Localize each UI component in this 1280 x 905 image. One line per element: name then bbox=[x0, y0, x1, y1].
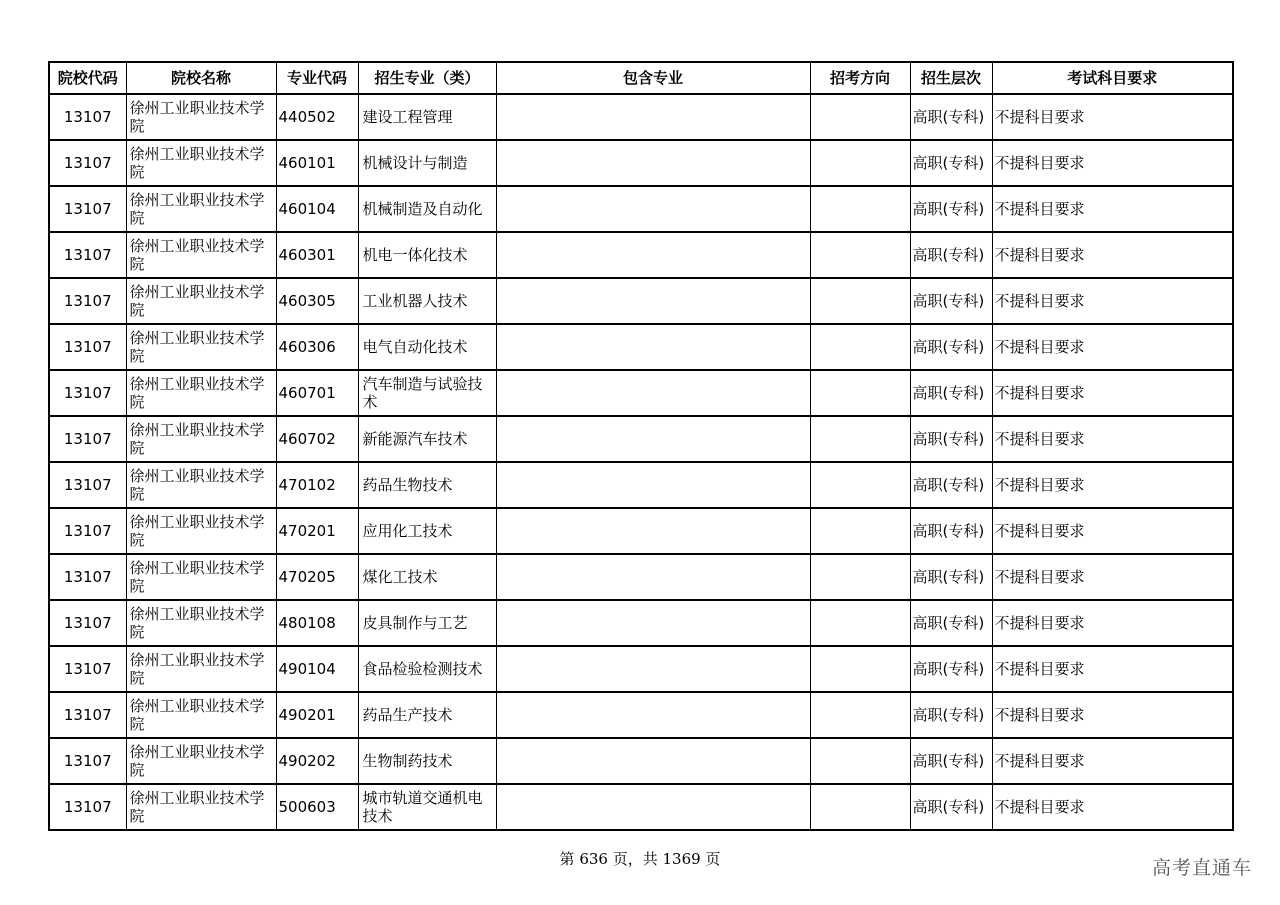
cell-direction bbox=[810, 140, 910, 186]
cell-level: 高职(专科) bbox=[910, 692, 992, 738]
cell-major: 皮具制作与工艺 bbox=[358, 600, 496, 646]
cell-direction bbox=[810, 508, 910, 554]
cell-major-code: 460301 bbox=[276, 232, 358, 278]
cell-school-code: 13107 bbox=[49, 554, 126, 600]
cell-school-code: 13107 bbox=[49, 508, 126, 554]
cell-included-majors bbox=[496, 416, 810, 462]
table-row bbox=[49, 186, 1233, 232]
watermark: 高考直通车 bbox=[1151, 857, 1252, 879]
cell-requirement: 不提科目要求 bbox=[992, 416, 1233, 462]
cell-school-code: 13107 bbox=[49, 278, 126, 324]
cell-level: 高职(专科) bbox=[910, 232, 992, 278]
cell-level: 高职(专科) bbox=[910, 462, 992, 508]
header-major: 招生专业（类） bbox=[358, 62, 496, 94]
cell-school-code: 13107 bbox=[49, 462, 126, 508]
cell-school-name: 徐州工业职业技术学院 bbox=[126, 600, 276, 646]
cell-school-code: 13107 bbox=[49, 600, 126, 646]
cell-major-code: 480108 bbox=[276, 600, 358, 646]
cell-requirement: 不提科目要求 bbox=[992, 324, 1233, 370]
cell-major-code: 460101 bbox=[276, 140, 358, 186]
cell-level: 高职(专科) bbox=[910, 600, 992, 646]
cell-major-code: 470201 bbox=[276, 508, 358, 554]
header-included-majors: 包含专业 bbox=[496, 62, 810, 94]
table-row bbox=[49, 416, 1233, 462]
cell-major: 机械制造及自动化 bbox=[358, 186, 496, 232]
cell-level: 高职(专科) bbox=[910, 94, 992, 140]
cell-major: 城市轨道交通机电技术 bbox=[358, 784, 496, 830]
cell-major-code: 440502 bbox=[276, 94, 358, 140]
cell-included-majors bbox=[496, 140, 810, 186]
header-requirement: 考试科目要求 bbox=[992, 62, 1233, 94]
table-row bbox=[49, 140, 1233, 186]
cell-school-code: 13107 bbox=[49, 370, 126, 416]
cell-included-majors bbox=[496, 232, 810, 278]
cell-included-majors bbox=[496, 508, 810, 554]
cell-major: 应用化工技术 bbox=[358, 508, 496, 554]
cell-requirement: 不提科目要求 bbox=[992, 462, 1233, 508]
cell-requirement: 不提科目要求 bbox=[992, 186, 1233, 232]
cell-direction bbox=[810, 554, 910, 600]
cell-requirement: 不提科目要求 bbox=[992, 554, 1233, 600]
cell-major: 工业机器人技术 bbox=[358, 278, 496, 324]
table-row bbox=[49, 462, 1233, 508]
cell-included-majors bbox=[496, 278, 810, 324]
header-direction: 招考方向 bbox=[810, 62, 910, 94]
cell-requirement: 不提科目要求 bbox=[992, 140, 1233, 186]
cell-requirement: 不提科目要求 bbox=[992, 94, 1233, 140]
cell-requirement: 不提科目要求 bbox=[992, 508, 1233, 554]
cell-major-code: 460306 bbox=[276, 324, 358, 370]
cell-included-majors bbox=[496, 370, 810, 416]
cell-level: 高职(专科) bbox=[910, 370, 992, 416]
cell-school-code: 13107 bbox=[49, 692, 126, 738]
cell-major: 新能源汽车技术 bbox=[358, 416, 496, 462]
cell-level: 高职(专科) bbox=[910, 140, 992, 186]
header-level: 招生层次 bbox=[910, 62, 992, 94]
cell-level: 高职(专科) bbox=[910, 416, 992, 462]
cell-level: 高职(专科) bbox=[910, 278, 992, 324]
cell-direction bbox=[810, 186, 910, 232]
cell-direction bbox=[810, 416, 910, 462]
cell-included-majors bbox=[496, 186, 810, 232]
cell-level: 高职(专科) bbox=[910, 554, 992, 600]
cell-major-code: 470102 bbox=[276, 462, 358, 508]
cell-included-majors bbox=[496, 692, 810, 738]
header-major-code: 专业代码 bbox=[276, 62, 358, 94]
cell-major: 药品生物技术 bbox=[358, 462, 496, 508]
cell-school-name: 徐州工业职业技术学院 bbox=[126, 416, 276, 462]
cell-level: 高职(专科) bbox=[910, 738, 992, 784]
cell-level: 高职(专科) bbox=[910, 324, 992, 370]
cell-direction bbox=[810, 600, 910, 646]
table-row bbox=[49, 324, 1233, 370]
cell-major: 生物制药技术 bbox=[358, 738, 496, 784]
cell-school-name: 徐州工业职业技术学院 bbox=[126, 692, 276, 738]
cell-included-majors bbox=[496, 554, 810, 600]
cell-school-name: 徐州工业职业技术学院 bbox=[126, 462, 276, 508]
table-row bbox=[49, 370, 1233, 416]
cell-included-majors bbox=[496, 784, 810, 830]
cell-school-code: 13107 bbox=[49, 140, 126, 186]
cell-included-majors bbox=[496, 94, 810, 140]
cell-level: 高职(专科) bbox=[910, 784, 992, 830]
page-footer: 第 636 页，共 1369 页 bbox=[559, 850, 721, 868]
cell-level: 高职(专科) bbox=[910, 508, 992, 554]
cell-school-code: 13107 bbox=[49, 416, 126, 462]
table-row bbox=[49, 784, 1233, 830]
cell-school-code: 13107 bbox=[49, 646, 126, 692]
table-row bbox=[49, 738, 1233, 784]
cell-major-code: 460702 bbox=[276, 416, 358, 462]
table-row bbox=[49, 278, 1233, 324]
cell-school-name: 徐州工业职业技术学院 bbox=[126, 646, 276, 692]
cell-major: 药品生产技术 bbox=[358, 692, 496, 738]
cell-major: 食品检验检测技术 bbox=[358, 646, 496, 692]
cell-major: 煤化工技术 bbox=[358, 554, 496, 600]
cell-major: 建设工程管理 bbox=[358, 94, 496, 140]
cell-requirement: 不提科目要求 bbox=[992, 692, 1233, 738]
table-row bbox=[49, 94, 1233, 140]
cell-included-majors bbox=[496, 324, 810, 370]
table-row bbox=[49, 692, 1233, 738]
cell-school-name: 徐州工业职业技术学院 bbox=[126, 278, 276, 324]
cell-requirement: 不提科目要求 bbox=[992, 370, 1233, 416]
table-row bbox=[49, 646, 1233, 692]
cell-requirement: 不提科目要求 bbox=[992, 278, 1233, 324]
cell-major: 电气自动化技术 bbox=[358, 324, 496, 370]
cell-school-name: 徐州工业职业技术学院 bbox=[126, 370, 276, 416]
cell-school-code: 13107 bbox=[49, 232, 126, 278]
cell-school-code: 13107 bbox=[49, 784, 126, 830]
cell-included-majors bbox=[496, 646, 810, 692]
cell-school-name: 徐州工业职业技术学院 bbox=[126, 738, 276, 784]
cell-major-code: 490104 bbox=[276, 646, 358, 692]
cell-direction bbox=[810, 784, 910, 830]
cell-school-code: 13107 bbox=[49, 94, 126, 140]
cell-major: 汽车制造与试验技术 bbox=[358, 370, 496, 416]
cell-direction bbox=[810, 278, 910, 324]
cell-requirement: 不提科目要求 bbox=[992, 600, 1233, 646]
cell-direction bbox=[810, 462, 910, 508]
cell-requirement: 不提科目要求 bbox=[992, 738, 1233, 784]
cell-included-majors bbox=[496, 600, 810, 646]
cell-school-code: 13107 bbox=[49, 738, 126, 784]
table-row bbox=[49, 554, 1233, 600]
cell-major-code: 460104 bbox=[276, 186, 358, 232]
cell-included-majors bbox=[496, 738, 810, 784]
cell-major: 机电一体化技术 bbox=[358, 232, 496, 278]
enrollment-table bbox=[48, 61, 1234, 831]
header-school-name: 院校名称 bbox=[126, 62, 276, 94]
cell-school-name: 徐州工业职业技术学院 bbox=[126, 186, 276, 232]
cell-school-name: 徐州工业职业技术学院 bbox=[126, 94, 276, 140]
cell-school-name: 徐州工业职业技术学院 bbox=[126, 508, 276, 554]
table-body bbox=[49, 94, 1233, 830]
cell-level: 高职(专科) bbox=[910, 186, 992, 232]
cell-included-majors bbox=[496, 462, 810, 508]
cell-requirement: 不提科目要求 bbox=[992, 784, 1233, 830]
table-row bbox=[49, 600, 1233, 646]
cell-school-name: 徐州工业职业技术学院 bbox=[126, 232, 276, 278]
cell-requirement: 不提科目要求 bbox=[992, 646, 1233, 692]
cell-level: 高职(专科) bbox=[910, 646, 992, 692]
table-row bbox=[49, 232, 1233, 278]
cell-direction bbox=[810, 738, 910, 784]
table-row bbox=[49, 508, 1233, 554]
cell-school-name: 徐州工业职业技术学院 bbox=[126, 324, 276, 370]
cell-direction bbox=[810, 232, 910, 278]
cell-direction bbox=[810, 692, 910, 738]
cell-major-code: 470205 bbox=[276, 554, 358, 600]
cell-school-code: 13107 bbox=[49, 324, 126, 370]
cell-major-code: 490201 bbox=[276, 692, 358, 738]
cell-direction bbox=[810, 370, 910, 416]
cell-school-name: 徐州工业职业技术学院 bbox=[126, 784, 276, 830]
cell-school-name: 徐州工业职业技术学院 bbox=[126, 554, 276, 600]
cell-major-code: 460305 bbox=[276, 278, 358, 324]
header-school-code: 院校代码 bbox=[49, 62, 126, 94]
cell-direction bbox=[810, 94, 910, 140]
cell-major: 机械设计与制造 bbox=[358, 140, 496, 186]
cell-school-name: 徐州工业职业技术学院 bbox=[126, 140, 276, 186]
table-header-row bbox=[49, 62, 1233, 94]
cell-requirement: 不提科目要求 bbox=[992, 232, 1233, 278]
cell-major-code: 460701 bbox=[276, 370, 358, 416]
cell-major-code: 500603 bbox=[276, 784, 358, 830]
cell-major-code: 490202 bbox=[276, 738, 358, 784]
cell-direction bbox=[810, 324, 910, 370]
cell-school-code: 13107 bbox=[49, 186, 126, 232]
cell-direction bbox=[810, 646, 910, 692]
